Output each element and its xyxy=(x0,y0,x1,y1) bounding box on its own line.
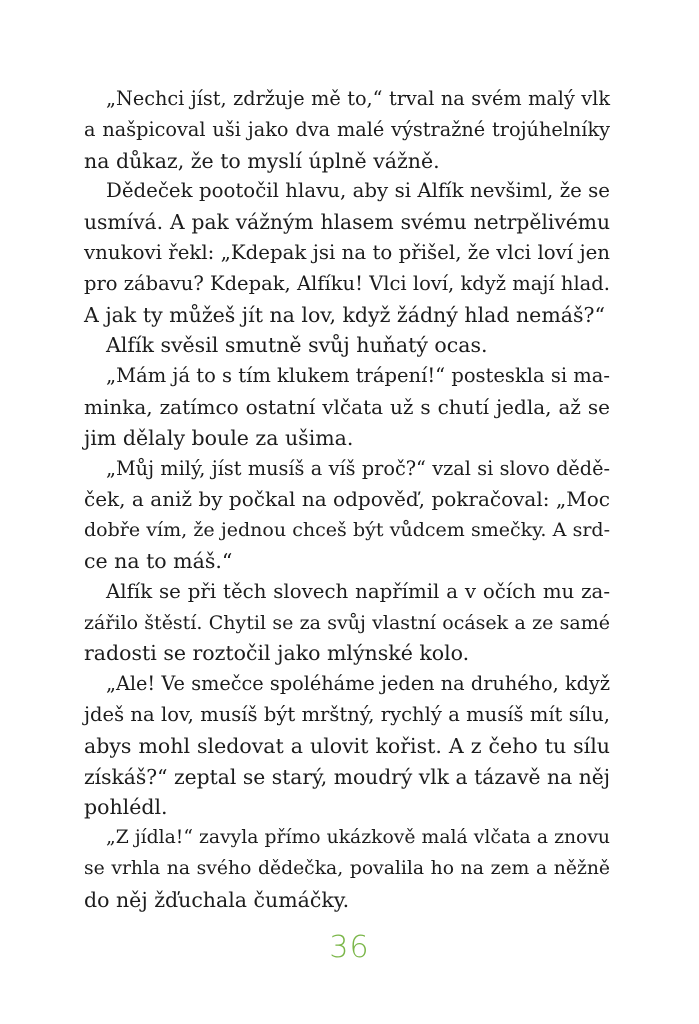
text-line: ček, a aniž by počkal na odpověď, pokračoval: „Moc xyxy=(84,487,610,512)
page-number: 36 xyxy=(329,930,370,965)
text-line: usmívá. A pak vážným hlasem svému netrpělivému xyxy=(84,210,610,235)
text-line: Dědeček pootočil hlavu, aby si Alfík nevšiml, že se xyxy=(106,179,610,203)
text-line: abys mohl sledovat a ulovit kořist. A z čeho tu sílu xyxy=(84,733,610,758)
text-line: na důkaz, že to myslí úplně vážně. xyxy=(84,148,440,173)
text-line: se vrhla na svého dědečka, povalila ho na zem a něžně xyxy=(84,857,610,879)
text-line: „Z jídla!“ zavyla přímo ukázkově malá vlčata a znovu xyxy=(106,827,610,849)
text-line: do něj žďuchala čumáčky. xyxy=(84,887,350,912)
text-line: zářilo štěstí. Chytil se za svůj vlastní ocásek a ze samé xyxy=(84,611,610,634)
text-line: jdeš na lov, musíš být mrštný, rychlý a musíš mít sílu, xyxy=(84,702,610,726)
text-line: radosti se roztočil jako mlýnské kolo. xyxy=(84,641,470,666)
story-text xyxy=(84,84,610,916)
text-line: pro zábavu? Kdepak, Alfíku! Vlci loví, když mají hlad. xyxy=(84,271,610,295)
text-line: „Můj milý, jíst musíš a víš proč?“ vzal si slovo dědě- xyxy=(106,456,610,480)
text-line: a našpicoval uši jako dva malé výstražné trojúhelníky xyxy=(84,117,610,141)
text-line: A jak ty můžeš jít na lov, když žádný hlad nemáš?“ xyxy=(84,302,605,327)
text-line: Alfík se při těch slovech napřímil a v očích mu za- xyxy=(106,579,610,603)
text-line: minka, zatímco ostatní vlčata už s chutí jedla, až se xyxy=(84,394,610,419)
text-line: „Ale! Ve smečce spoléháme jeden na druhého, když xyxy=(106,672,610,696)
text-line: „Mám já to s tím klukem trápení!“ posteskla si ma- xyxy=(106,364,610,388)
text-line: „Nechci jíst, zdržuje mě to,“ trval na svém malý vlk xyxy=(106,87,610,110)
text-line: Alfík svěsil smutně svůj huňatý ocas. xyxy=(106,333,488,358)
text-line: jim dělaly boule za ušima. xyxy=(84,425,354,450)
text-line: vnukovi řekl: „Kdepak jsi na to přišel, že vlci loví jen xyxy=(84,240,610,264)
text-line: získáš?“ zeptal se starý, moudrý vlk a tázavě na něj xyxy=(84,764,610,789)
text-line: dobře vím, že jednou chceš být vůdcem smečky. A srd- xyxy=(84,519,610,542)
text-line: pohlédl. xyxy=(84,795,168,820)
text-line: ce na to máš.“ xyxy=(84,548,233,573)
